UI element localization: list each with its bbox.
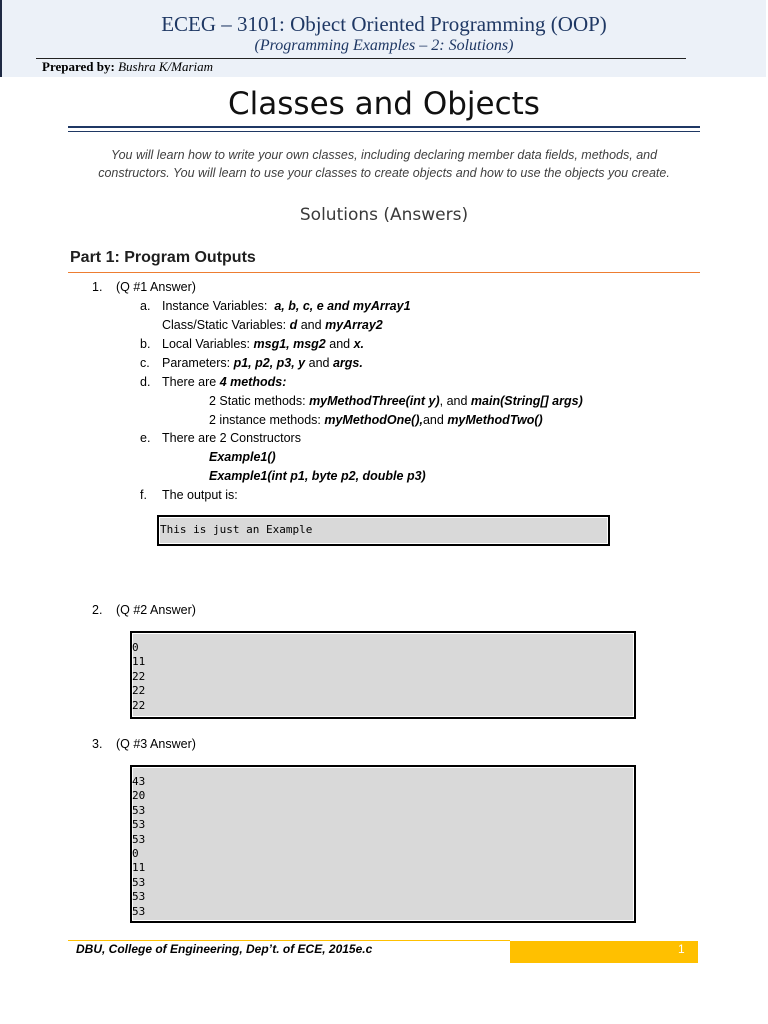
intro-line: You will learn how to write your own classes, including declaring member data fields, methods, and: [110, 148, 658, 162]
q1a2-text: [162, 318, 383, 332]
q1a2-value2: myArray2: [325, 318, 383, 332]
q1b-text: [162, 337, 364, 351]
footer-page-box: [510, 941, 698, 963]
header-subtitle: (Programming Examples – 2: Solutions): [254, 37, 514, 54]
prepared-name: Bushra K/Mariam: [118, 59, 214, 74]
title-rule-thin: [68, 131, 700, 132]
q1d-text: [162, 375, 286, 389]
output-line: 11: [132, 861, 146, 875]
footer-text: DBU, College of Engineering, Dep’t. of ECE, 2015e.c: [76, 942, 373, 956]
q2-output-box: [130, 631, 636, 719]
q1c-end: .: [359, 356, 363, 370]
q1f-letter: f.: [140, 488, 147, 502]
part1-rule: [68, 272, 700, 273]
q1c-letter: c.: [140, 356, 150, 370]
q1a2-and: and: [300, 318, 322, 332]
q1d2-label: 2 instance methods:: [209, 413, 321, 427]
q3-output-box: [130, 765, 636, 923]
q1c-value1: p1, p2, p3, y: [233, 356, 306, 370]
q1d2-text: [209, 413, 543, 427]
q1c-text: [162, 356, 363, 370]
output-line: 0: [132, 641, 139, 654]
output-line: 43: [132, 775, 146, 788]
q1d1-value2: main(String[] args): [470, 394, 583, 408]
q1b-value2: x: [353, 337, 361, 351]
q3-label: (Q #3 Answer): [116, 737, 196, 751]
q1a2-value1: d: [289, 318, 298, 332]
q1-label: (Q #1 Answer): [116, 280, 196, 294]
q1d-letter: d.: [140, 375, 151, 389]
solutions-heading: Solutions (Answers): [299, 205, 469, 225]
page-number: 1: [678, 942, 685, 956]
prepared-label: Prepared by:: [42, 59, 115, 74]
q1b-label: Local Variables:: [162, 337, 251, 351]
output-line: 22: [132, 669, 146, 683]
output-line: 53: [132, 875, 146, 889]
output-line: 53: [132, 890, 146, 904]
q1d2-value1: myMethodOne(),: [324, 413, 423, 427]
q1d1-and: , and: [439, 394, 468, 408]
intro-paragraph: [72, 146, 696, 182]
q1a-value: a, b, c, e and myArray1: [274, 299, 411, 313]
q1e-text: There are 2 Constructors: [162, 431, 301, 445]
output-line: 53: [132, 904, 146, 918]
q1b-and: and: [329, 337, 351, 351]
q1d2-value2: myMethodTwo(): [447, 413, 543, 427]
q1d2-and: and: [422, 413, 444, 427]
q1e-constructor-1: Example1(): [209, 450, 276, 464]
footer-rule: [68, 940, 510, 941]
output-line: 53: [132, 803, 146, 817]
q2-number: 2.: [92, 603, 103, 617]
output-line: 22: [132, 698, 146, 712]
output-line: This is just an Example: [160, 523, 313, 536]
document-title: Classes and Objects: [228, 86, 540, 122]
q2-label: (Q #2 Answer): [116, 603, 196, 617]
output-line: 0: [132, 847, 139, 860]
q1c-and: and: [308, 356, 330, 370]
q1d-value: 4 methods:: [219, 375, 287, 389]
q1a2-label: Class/Static Variables:: [162, 318, 287, 332]
q1c-label: Parameters:: [162, 356, 231, 370]
output-line: 53: [132, 818, 146, 832]
title-rule: [68, 126, 700, 128]
q1d1-value1: myMethodThree(int y): [309, 394, 440, 408]
q1d1-text: [209, 394, 583, 408]
q1a-label: Instance Variables:: [162, 299, 268, 313]
output-line: 11: [132, 655, 146, 669]
q3-number: 3.: [92, 737, 103, 751]
intro-line: constructors. You will learn to use your classes to create objects and how to use the objects you create.: [98, 166, 670, 180]
q1f-text: The output is:: [162, 488, 238, 502]
course-title: ECEG – 3101: Object Oriented Programming (OOP): [161, 12, 607, 36]
q1c-value2: args: [332, 356, 360, 370]
q1b-letter: b.: [140, 337, 151, 351]
q1b-end: .: [360, 337, 365, 351]
q1e-letter: e.: [140, 431, 151, 445]
q1a-letter: a.: [140, 299, 151, 313]
output-line: 53: [132, 832, 146, 846]
part1-heading: Part 1: Program Outputs: [70, 249, 256, 266]
q1-number: 1.: [92, 280, 103, 294]
prepared-by: [42, 59, 213, 75]
output-line: 22: [132, 684, 146, 698]
output-line: 20: [132, 789, 146, 803]
q1d-label: There are: [162, 375, 217, 389]
q1d1-label: 2 Static methods:: [209, 394, 306, 408]
q1-output-box: [157, 515, 610, 546]
q1a-text: [162, 299, 411, 313]
q1e-constructor-2: Example1(int p1, byte p2, double p3): [209, 469, 426, 483]
q1b-value1: msg1, msg2: [253, 337, 326, 351]
